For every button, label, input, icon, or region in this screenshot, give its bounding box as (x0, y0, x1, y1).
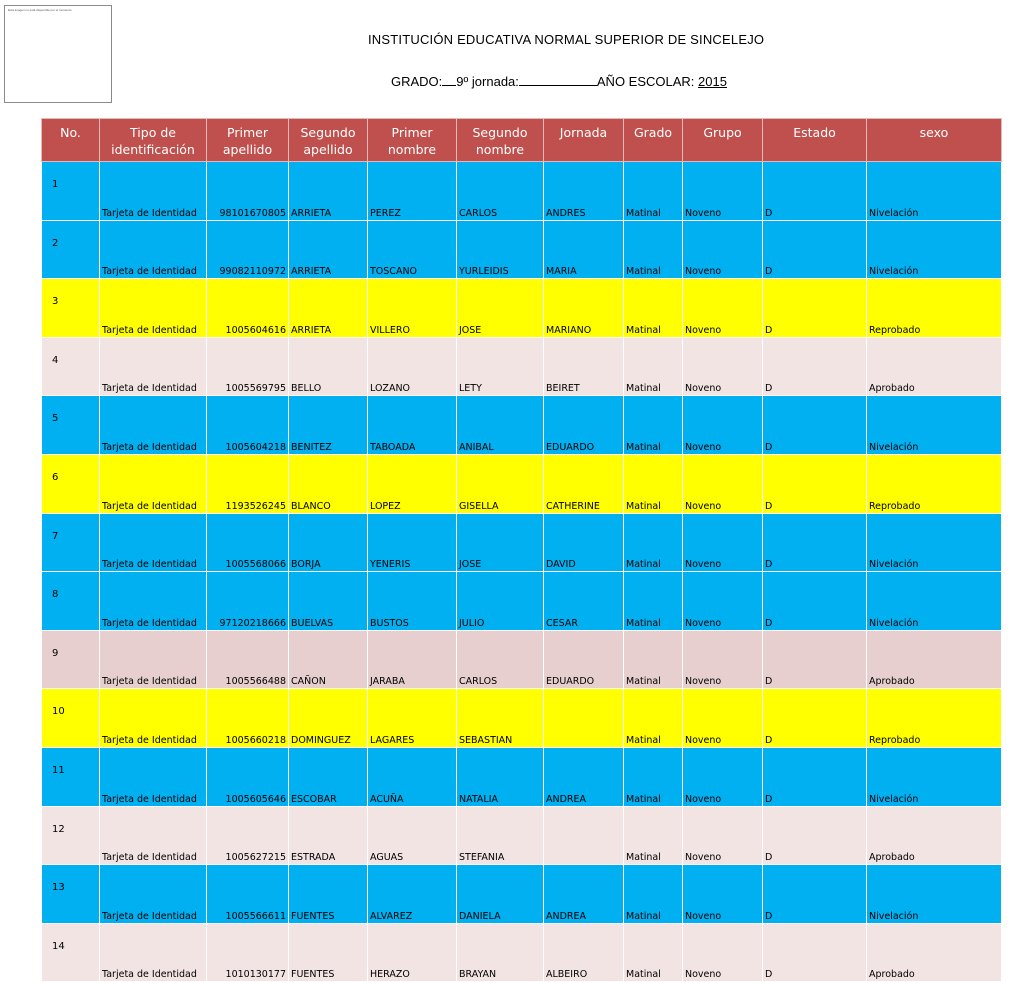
second-name-cell: ANDREA (544, 747, 624, 806)
id-type-cell: Tarjeta de Identidad (100, 572, 207, 631)
grado-cell: Noveno (683, 865, 763, 924)
grupo-cell: D (763, 572, 867, 631)
jornada-cell: Matinal (624, 630, 683, 689)
second-surname-cell: JARABA (368, 630, 457, 689)
jornada-cell: Matinal (624, 337, 683, 396)
table-row (42, 865, 1002, 924)
id-number-cell: 1005627215 (207, 806, 289, 865)
estado-cell: Aprobado (867, 923, 1002, 982)
second-surname-cell: ACUÑA (368, 747, 457, 806)
first-name-cell: JOSE (457, 513, 544, 572)
header-cell: Estado (763, 119, 867, 162)
grupo-cell: D (763, 806, 867, 865)
first-surname-cell: CAÑON (289, 630, 368, 689)
first-surname-cell: ARRIETA (289, 279, 368, 338)
first-surname-cell: ESTRADA (289, 806, 368, 865)
header-cell: Jornada (544, 119, 624, 162)
grado-cell: Noveno (683, 162, 763, 221)
second-name-cell: MARIANO (544, 279, 624, 338)
first-surname-cell: DOMINGUEZ (289, 689, 368, 748)
grado-cell: Noveno (683, 220, 763, 279)
jornada-cell: Matinal (624, 747, 683, 806)
id-number-cell: 98101670805 (207, 162, 289, 221)
second-name-cell: MARIA (544, 220, 624, 279)
school-title: INSTITUCIÓN EDUCATIVA NORMAL SUPERIOR DE SINCELEJO (368, 32, 765, 47)
jornada-cell: Matinal (624, 923, 683, 982)
first-name-cell: JULIO (457, 572, 544, 631)
year-label: AÑO ESCOLAR: (596, 74, 695, 89)
first-name-cell: CARLOS (457, 162, 544, 221)
estado-cell: Nivelación (867, 513, 1002, 572)
second-surname-cell: LAGARES (368, 689, 457, 748)
grado-value: 9º (456, 74, 469, 89)
row-number: 7 (42, 513, 100, 572)
table-row (42, 279, 1002, 338)
table-row (42, 747, 1002, 806)
jornada-cell: Matinal (624, 806, 683, 865)
table-row (42, 630, 1002, 689)
id-number-cell: 99082110972 (207, 220, 289, 279)
grado-cell: Noveno (683, 630, 763, 689)
estado-cell: Aprobado (867, 806, 1002, 865)
second-surname-cell: AGUAS (368, 806, 457, 865)
id-number-cell: 1010130177 (207, 923, 289, 982)
jornada-blank (519, 74, 597, 86)
row-number: 3 (42, 279, 100, 338)
grado-cell: Noveno (683, 923, 763, 982)
table-row (42, 220, 1002, 279)
id-type-cell: Tarjeta de Identidad (100, 747, 207, 806)
grupo-cell: D (763, 513, 867, 572)
estado-cell: Nivelación (867, 865, 1002, 924)
id-type-cell: Tarjeta de Identidad (100, 923, 207, 982)
second-surname-cell: VILLERO (368, 279, 457, 338)
table-row (42, 162, 1002, 221)
first-surname-cell: FUENTES (289, 923, 368, 982)
table-row (42, 337, 1002, 396)
estado-cell: Nivelación (867, 396, 1002, 455)
estado-cell: Reprobado (867, 279, 1002, 338)
estado-cell: Aprobado (867, 630, 1002, 689)
estado-cell: Aprobado (867, 337, 1002, 396)
first-name-cell: LETY (457, 337, 544, 396)
grado-cell: Noveno (683, 572, 763, 631)
id-number-cell: 1193526245 (207, 454, 289, 513)
second-surname-cell: YENERIS (368, 513, 457, 572)
second-name-cell: BEIRET (544, 337, 624, 396)
second-name-cell: EDUARDO (544, 630, 624, 689)
grado-cell: Noveno (683, 396, 763, 455)
first-surname-cell: ARRIETA (289, 162, 368, 221)
id-number-cell: 1005569795 (207, 337, 289, 396)
first-surname-cell: BUELVAS (289, 572, 368, 631)
id-type-cell: Tarjeta de Identidad (100, 220, 207, 279)
id-number-cell: 97120218666 (207, 572, 289, 631)
id-type-cell: Tarjeta de Identidad (100, 337, 207, 396)
first-name-cell: ANIBAL (457, 396, 544, 455)
first-surname-cell: BLANCO (289, 454, 368, 513)
grupo-cell: D (763, 865, 867, 924)
grupo-cell: D (763, 162, 867, 221)
second-surname-cell: PEREZ (368, 162, 457, 221)
second-name-cell (544, 806, 624, 865)
id-number-cell: 1005566488 (207, 630, 289, 689)
year-value: 2015 (698, 74, 727, 89)
jornada-cell: Matinal (624, 279, 683, 338)
row-number: 14 (42, 923, 100, 982)
estado-cell: Nivelación (867, 220, 1002, 279)
estado-cell: Nivelación (867, 747, 1002, 806)
grupo-cell: D (763, 396, 867, 455)
table-row (42, 923, 1002, 982)
row-number: 5 (42, 396, 100, 455)
first-name-cell: GISELLA (457, 454, 544, 513)
jornada-cell: Matinal (624, 572, 683, 631)
row-number: 1 (42, 162, 100, 221)
id-type-cell: Tarjeta de Identidad (100, 689, 207, 748)
id-type-cell: Tarjeta de Identidad (100, 630, 207, 689)
first-name-cell: BRAYAN (457, 923, 544, 982)
first-surname-cell: BELLO (289, 337, 368, 396)
second-surname-cell: TABOADA (368, 396, 457, 455)
grupo-cell: D (763, 454, 867, 513)
grade-line (391, 74, 727, 89)
header-cell: Primer nombre (368, 119, 457, 162)
estado-cell: Reprobado (867, 689, 1002, 748)
header-cell: Primer apellido (207, 119, 289, 162)
header-cell: No. (42, 119, 100, 162)
grado-blank (442, 74, 456, 86)
jornada-cell: Matinal (624, 220, 683, 279)
row-number: 8 (42, 572, 100, 631)
row-number: 12 (42, 806, 100, 865)
id-type-cell: Tarjeta de Identidad (100, 865, 207, 924)
grado-cell: Noveno (683, 513, 763, 572)
row-number: 6 (42, 454, 100, 513)
first-surname-cell: ARRIETA (289, 220, 368, 279)
jornada-cell: Matinal (624, 454, 683, 513)
id-type-cell: Tarjeta de Identidad (100, 279, 207, 338)
second-surname-cell: BUSTOS (368, 572, 457, 631)
second-surname-cell: HERAZO (368, 923, 457, 982)
second-name-cell (544, 689, 624, 748)
estado-cell: Nivelación (867, 162, 1002, 221)
first-surname-cell: ESCOBAR (289, 747, 368, 806)
grado-cell: Noveno (683, 806, 763, 865)
jornada-cell: Matinal (624, 162, 683, 221)
id-number-cell: 1005568066 (207, 513, 289, 572)
first-name-cell: NATALIA (457, 747, 544, 806)
table-row (42, 396, 1002, 455)
first-surname-cell: BORJA (289, 513, 368, 572)
row-number: 10 (42, 689, 100, 748)
grupo-cell: D (763, 747, 867, 806)
header-cell: Segundo apellido (289, 119, 368, 162)
table-body (42, 162, 1002, 982)
jornada-cell: Matinal (624, 865, 683, 924)
jornada-cell: Matinal (624, 689, 683, 748)
first-name-cell: JOSE (457, 279, 544, 338)
header-cell: Tipo de identificación (100, 119, 207, 162)
second-name-cell: ANDREA (544, 865, 624, 924)
id-number-cell: 1005660218 (207, 689, 289, 748)
id-type-cell: Tarjeta de Identidad (100, 806, 207, 865)
first-name-cell: CARLOS (457, 630, 544, 689)
first-surname-cell: BENITEZ (289, 396, 368, 455)
table-row (42, 513, 1002, 572)
table-row (42, 689, 1002, 748)
second-name-cell: ANDRES (544, 162, 624, 221)
estado-cell: Reprobado (867, 454, 1002, 513)
header-cell: Grupo (683, 119, 763, 162)
id-number-cell: 1005566611 (207, 865, 289, 924)
grupo-cell: D (763, 220, 867, 279)
id-number-cell: 1005604218 (207, 396, 289, 455)
table-header (42, 119, 1002, 162)
id-type-cell: Tarjeta de Identidad (100, 454, 207, 513)
grupo-cell: D (763, 923, 867, 982)
grupo-cell: D (763, 630, 867, 689)
second-name-cell: ALBEIRO (544, 923, 624, 982)
jornada-cell: Matinal (624, 396, 683, 455)
id-number-cell: 1005604616 (207, 279, 289, 338)
row-number: 11 (42, 747, 100, 806)
table-row (42, 806, 1002, 865)
grado-cell: Noveno (683, 454, 763, 513)
table-row (42, 454, 1002, 513)
second-surname-cell: ALVAREZ (368, 865, 457, 924)
header-cell: Grado (624, 119, 683, 162)
second-name-cell: DAVID (544, 513, 624, 572)
first-name-cell: STEFANIA (457, 806, 544, 865)
second-surname-cell: LOPEZ (368, 454, 457, 513)
row-number: 4 (42, 337, 100, 396)
grado-label: GRADO: (391, 74, 443, 89)
first-name-cell: SEBASTIAN (457, 689, 544, 748)
header-cell: sexo (867, 119, 1002, 162)
row-number: 13 (42, 865, 100, 924)
second-name-cell: CESAR (544, 572, 624, 631)
grupo-cell: D (763, 337, 867, 396)
id-type-cell: Tarjeta de Identidad (100, 513, 207, 572)
logo-caption: Esta imagen no está disponible por el momento (8, 8, 72, 12)
id-type-cell: Tarjeta de Identidad (100, 162, 207, 221)
jornada-cell: Matinal (624, 513, 683, 572)
first-name-cell: DANIELA (457, 865, 544, 924)
grupo-cell: D (763, 279, 867, 338)
second-surname-cell: LOZANO (368, 337, 457, 396)
id-type-cell: Tarjeta de Identidad (100, 396, 207, 455)
student-table (41, 118, 1002, 982)
logo-placeholder (4, 5, 112, 103)
id-number-cell: 1005605646 (207, 747, 289, 806)
grado-cell: Noveno (683, 747, 763, 806)
grado-cell: Noveno (683, 279, 763, 338)
first-surname-cell: FUENTES (289, 865, 368, 924)
first-name-cell: YURLEIDIS (457, 220, 544, 279)
grado-cell: Noveno (683, 689, 763, 748)
second-name-cell: CATHERINE (544, 454, 624, 513)
second-surname-cell: TOSCANO (368, 220, 457, 279)
row-number: 9 (42, 630, 100, 689)
jornada-label: jornada: (471, 74, 519, 89)
row-number: 2 (42, 220, 100, 279)
grupo-cell: D (763, 689, 867, 748)
estado-cell: Nivelación (867, 572, 1002, 631)
header-cell: Segundo nombre (457, 119, 544, 162)
grado-cell: Noveno (683, 337, 763, 396)
second-name-cell: EDUARDO (544, 396, 624, 455)
table-row (42, 572, 1002, 631)
